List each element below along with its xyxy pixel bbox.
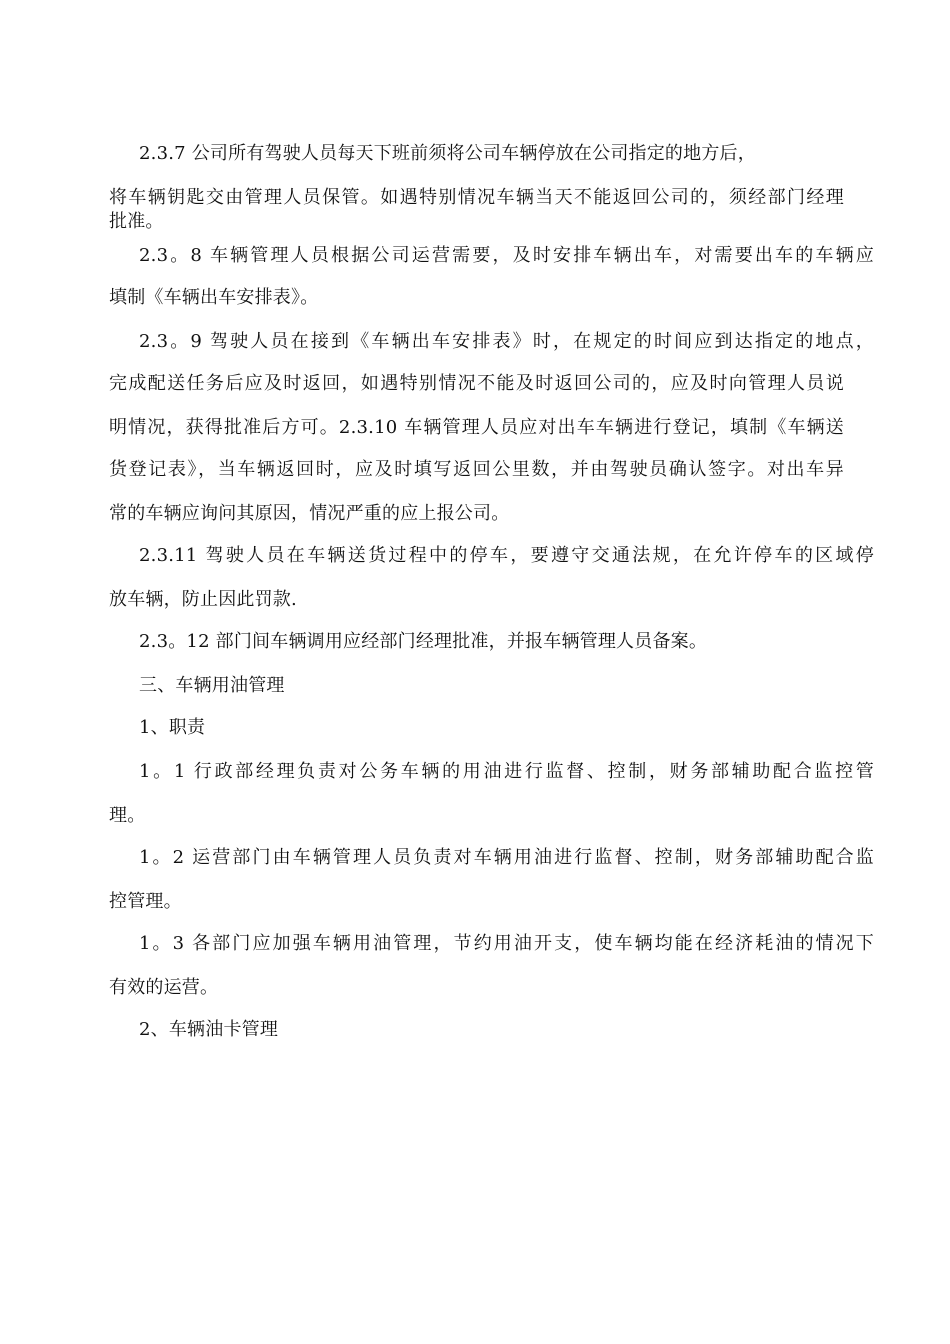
text-line: 2.3。9 驾驶人员在接到《车辆出车安排表》时，在规定的时间应到达指定的地点， [139,331,874,352]
text-line: 放车辆，防止因此罚款. [109,589,297,610]
text-line: 明情况，获得批准后方可。2.3.10 车辆管理人员应对出车车辆进行登记，填制《车辆送 [109,417,844,438]
text-line: 理。 [109,805,146,826]
text-line: 填制《车辆出车安排表》。 [109,287,319,308]
text-line: 1。1 行政部经理负责对公务车辆的用油进行监督、控制，财务部辅助配合监控管 [139,761,874,782]
text-line: 1。2 运营部门由车辆管理人员负责对车辆用油进行监督、控制，财务部辅助配合监 [139,847,874,868]
section-heading: 三、车辆用油管理 [139,675,285,696]
text-line: 有效的运营。 [109,977,219,998]
text-line: 1。3 各部门应加强车辆用油管理，节约用油开支，使车辆均能在经济耗油的情况下 [139,933,874,954]
text-line: 将车辆钥匙交由管理人员保管。如遇特别情况车辆当天不能返回公司的，须经部门经理 [109,187,844,208]
subsection-heading: 2、车辆油卡管理 [139,1019,279,1040]
subsection-heading: 1、职责 [139,717,206,738]
text-line: 2.3。12 部门间车辆调用应经部门经理批准，并报车辆管理人员备案。 [139,631,708,652]
text-line: 批准。 [109,211,164,232]
text-line: 2.3.7 公司所有驾驶人员每天下班前须将公司车辆停放在公司指定的地方后， [139,143,756,164]
text-line: 2.3.11 驾驶人员在车辆送货过程中的停车，要遵守交通法规，在允许停车的区域停 [139,545,874,566]
text-line: 完成配送任务后应及时返回，如遇特别情况不能及时返回公司的，应及时向管理人员说 [109,373,844,394]
text-line: 控管理。 [109,891,182,912]
text-line: 2.3。8 车辆管理人员根据公司运营需要，及时安排车辆出车，对需要出车的车辆应 [139,245,874,266]
text-line: 常的车辆应询问其原因，情况严重的应上报公司。 [109,503,510,524]
text-line: 货登记表》，当车辆返回时，应及时填写返回公里数，并由驾驶员确认签字。对出车异 [109,459,844,480]
